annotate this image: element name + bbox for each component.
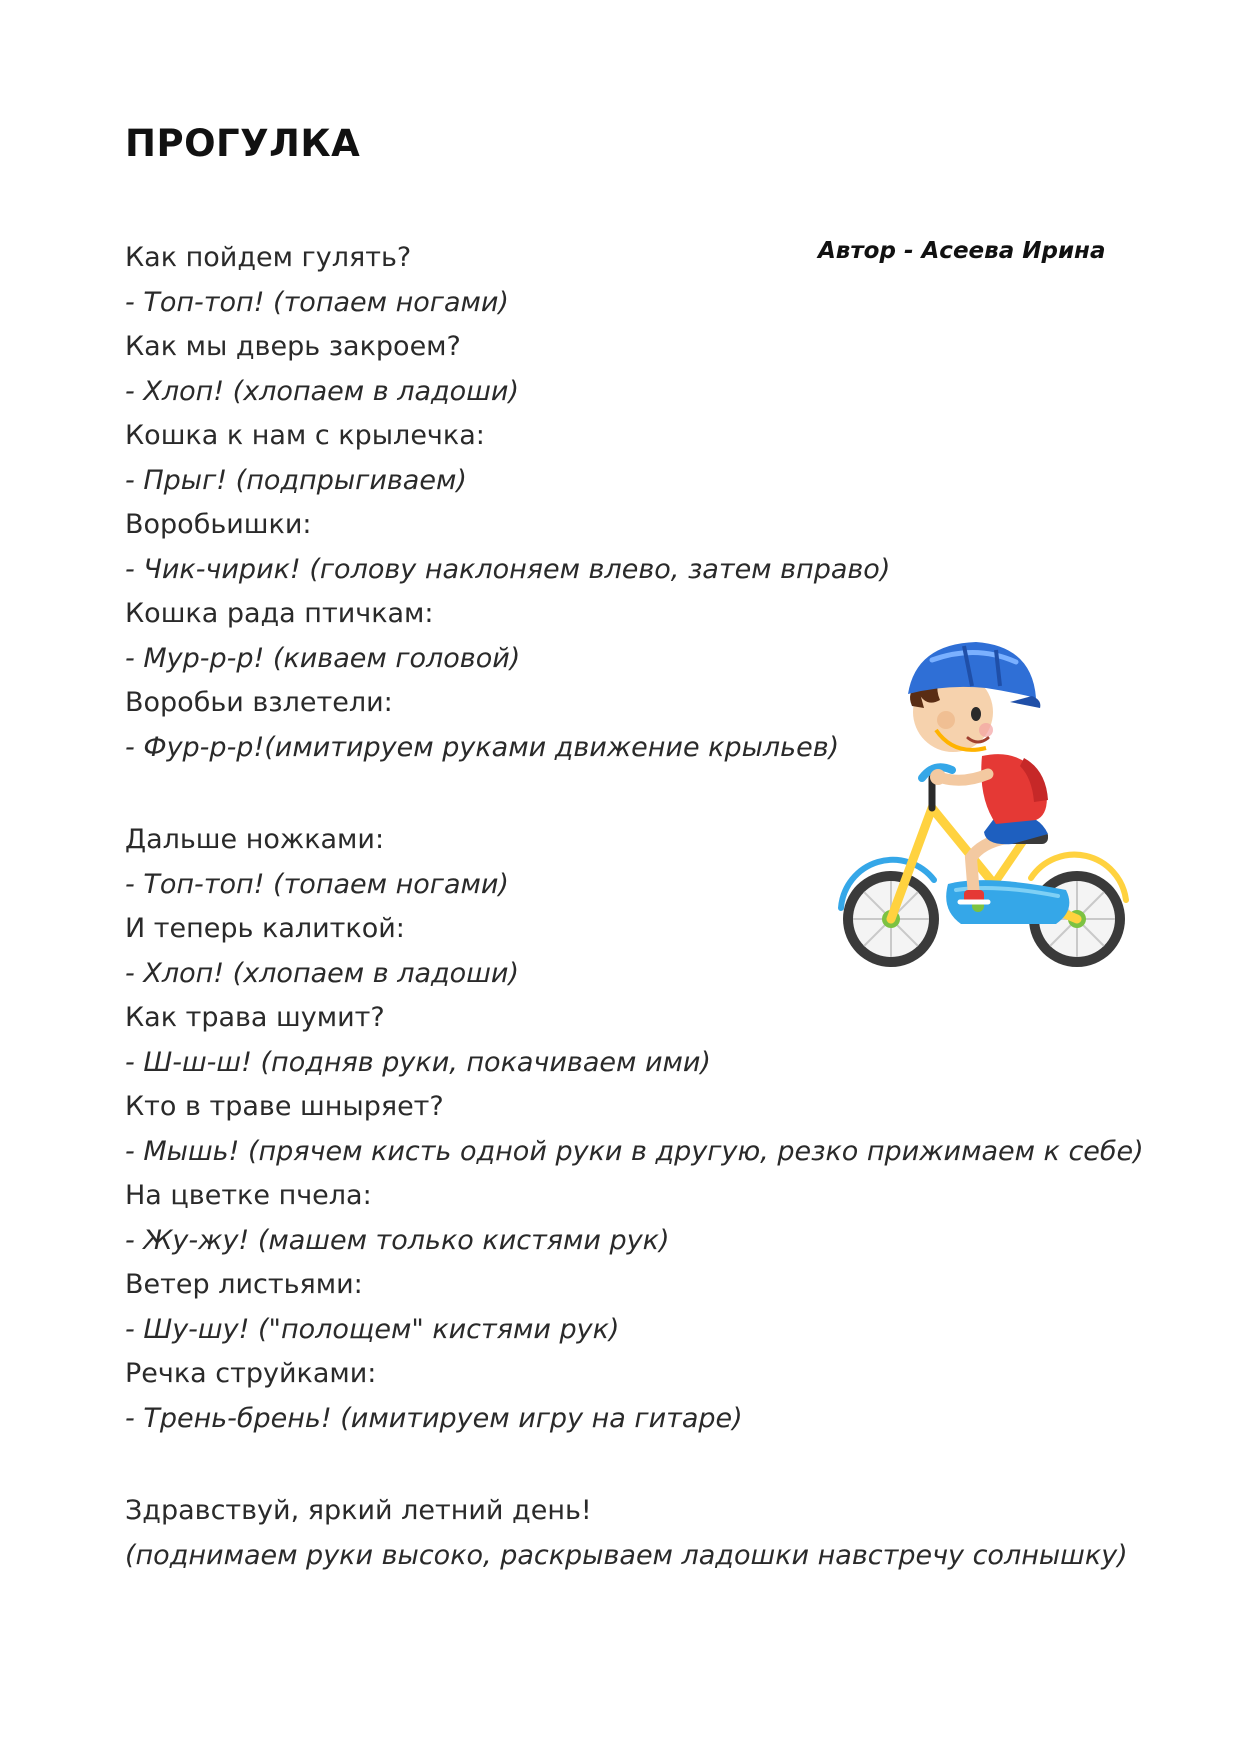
poem-line-action: - Хлоп! (хлопаем в ладоши)	[125, 957, 519, 989]
poem-line: Как трава шумит?	[125, 1002, 385, 1033]
poem-line: Речка струйками:	[125, 1358, 377, 1389]
page-title: ПРОГУЛКА	[125, 122, 361, 165]
poem-line-action: - Чик-чирик! (голову наклоняем влево, затем вправо)	[125, 553, 891, 585]
poem-line-action: - Хлоп! (хлопаем в ладоши)	[125, 375, 519, 407]
poem-line-action: - Топ-топ! (топаем ногами)	[125, 868, 509, 900]
poem-line-action: - Топ-топ! (топаем ногами)	[125, 286, 509, 318]
poem-line: Дальше ножками:	[125, 824, 385, 855]
poem-line-action: - Шу-шу! ("полощем" кистями рук)	[125, 1313, 620, 1345]
poem-line: Кто в траве шныряет?	[125, 1091, 444, 1122]
poem-line-action: - Жу-жу! (машем только кистями рук)	[125, 1224, 670, 1256]
poem-line-action: - Трень-брень! (имитируем игру на гитаре)	[125, 1402, 743, 1434]
poem-line-action: - Мышь! (прячем кисть одной руки в другую, резко прижимаем к себе)	[125, 1135, 1144, 1167]
poem-line-action: - Ш-ш-ш! (подняв руки, покачиваем ими)	[125, 1046, 711, 1078]
poem-line: Здравствуй, яркий летний день!	[125, 1495, 592, 1526]
poem-line: Как мы дверь закроем?	[125, 331, 461, 362]
poem-line-action: - Мур-р-р! (киваем головой)	[125, 642, 521, 674]
poem-line: Ветер листьями:	[125, 1269, 363, 1300]
poem-line-action: - Прыг! (подпрыгиваем)	[125, 464, 467, 496]
poem-line: И теперь калиткой:	[125, 913, 405, 944]
author-credit: Автор - Асеева Ирина	[818, 238, 1106, 264]
poem-line: На цветке пчела:	[125, 1180, 372, 1211]
boy-on-bicycle-icon	[836, 638, 1136, 976]
poem-line-action: - Фур-р-р!(имитируем руками движение крыльев)	[125, 731, 840, 763]
poem-line: Как пойдем гулять?	[125, 242, 412, 273]
poem-line: Воробьи взлетели:	[125, 687, 393, 718]
poem-line-action: (поднимаем руки высоко, раскрываем ладошки навстречу солнышку)	[125, 1539, 1128, 1571]
poem-line: Кошка к нам с крылечка:	[125, 420, 485, 451]
poem-line: Воробьишки:	[125, 509, 312, 540]
poem-line: Кошка рада птичкам:	[125, 598, 434, 629]
